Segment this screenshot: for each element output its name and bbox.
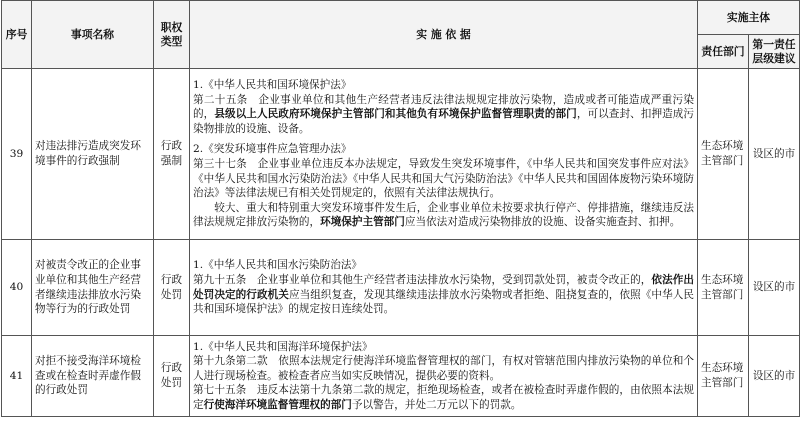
basis-law-title: 2.《突发环境事件应急管理办法》 <box>193 143 352 156</box>
row-basis <box>190 240 698 336</box>
basis-article: 第十九条第二款 依照本法规定行使海洋环境监督管理权的部门，有权对管辖范围内排放污染物的单位和个人进行现场检查。被检查者应当如实反映情况，提供必要的资料。 <box>193 355 694 382</box>
basis-law-title: 1.《中华人民共和国海洋环境保护法》 <box>193 340 373 353</box>
header-authority-type: 职权类型 <box>154 1 190 69</box>
table-row <box>2 69 800 240</box>
basis-article: 第二十五条 企业事业单位和其他生产经营者违反法律法规规定排放污染物，造成或者可能造成严重污染的，县级以上人民政府环境保护主管部门和其他负有环境保护监督管理职责的部门，可以查封、扣押造成污染物排放的设施、设备。 <box>193 93 695 135</box>
header-responsible-dept: 责任部门 <box>698 35 749 69</box>
basis-article: 第七十五条 违反本法第十九条第二款的规定，拒绝现场检查，或者在被检查时弄虚作假的，由依照本法规定行使海洋环境监督管理权的部门予以警告，并处二万元以下的罚款。 <box>193 384 694 411</box>
table-row <box>2 240 800 336</box>
header-seq: 序号 <box>2 1 32 69</box>
basis-bold-authority: 依法作出处罚决定的行政机关 <box>193 273 694 301</box>
row-seq: 39 <box>2 69 32 240</box>
header-name: 事项名称 <box>32 1 154 69</box>
row-type: 行政处罚 <box>154 336 190 417</box>
row-name: 对拒不接受海洋环境检查或在检查时弄虚作假的行政处罚 <box>32 336 154 417</box>
row-basis <box>190 69 698 240</box>
basis-article: 第三十七条 企业事业单位违反本办法规定，导致发生突发环境事件，《中华人民共和国突发事件应对法》《中华人民共和国水污染防治法》《中华人民共和国大气污染防治法》《中华人民共和国固体废物污染环境防治法》等法律法规已有相关处罚规定的，依照有关法律法规执行。 <box>193 158 694 200</box>
header-subject: 实施主体 <box>698 1 800 35</box>
header-basis: 实 施 依 据 <box>190 1 698 69</box>
row-level: 设区的市 <box>749 336 800 417</box>
row-dept: 生态环境主管部门 <box>698 336 749 417</box>
row-dept: 生态环境主管部门 <box>698 69 749 240</box>
basis-bold-authority: 行使海洋环境监督管理权的部门 <box>203 398 352 411</box>
row-seq: 41 <box>2 336 32 417</box>
row-name: 对违法排污造成突发环境事件的行政强制 <box>32 69 154 240</box>
basis-bold-authority: 县级以上人民政府环境保护主管部门和其他负有环境保护监督管理职责的部门 <box>214 108 577 121</box>
basis-article: 第九十五条 企业事业单位和其他生产经营者违法排放水污染物，受到罚款处罚，被责令改正的，依法作出处罚决定的行政机关应当组织复查，发现其继续违法排放水污染物或者拒绝、阻挠复查的，依照《中华人民共和国环境保护法》的规定按日连续处罚。 <box>193 273 695 316</box>
basis-law-title: 1.《中华人民共和国环境保护法》 <box>193 79 352 92</box>
header-row <box>2 1 800 35</box>
basis-bold-authority: 环境保护主管部门 <box>320 216 405 229</box>
authority-list-table <box>1 0 800 417</box>
row-basis <box>190 336 698 417</box>
table-row <box>2 336 800 417</box>
row-level: 设区的市 <box>749 240 800 336</box>
header-first-level: 第一责任层级建议 <box>749 35 800 69</box>
row-level: 设区的市 <box>749 69 800 240</box>
basis-article: 较大、重大和特别重大突发环境事件发生后，企业事业单位未按要求执行停产、停排措施，继续违反法律法规规定排放污染物的，环境保护主管部门应当依法对造成污染物排放的设施、设备实施查封、扣押。 <box>193 201 694 229</box>
basis-law-title: 1.《中华人民共和国水污染防治法》 <box>193 259 363 272</box>
row-seq: 40 <box>2 240 32 336</box>
row-dept: 生态环境主管部门 <box>698 240 749 336</box>
row-type: 行政强制 <box>154 69 190 240</box>
row-name: 对被责令改正的企业事业单位和其他生产经营者继续违法排放水污染物等行为的行政处罚 <box>32 240 154 336</box>
row-type: 行政处罚 <box>154 240 190 336</box>
